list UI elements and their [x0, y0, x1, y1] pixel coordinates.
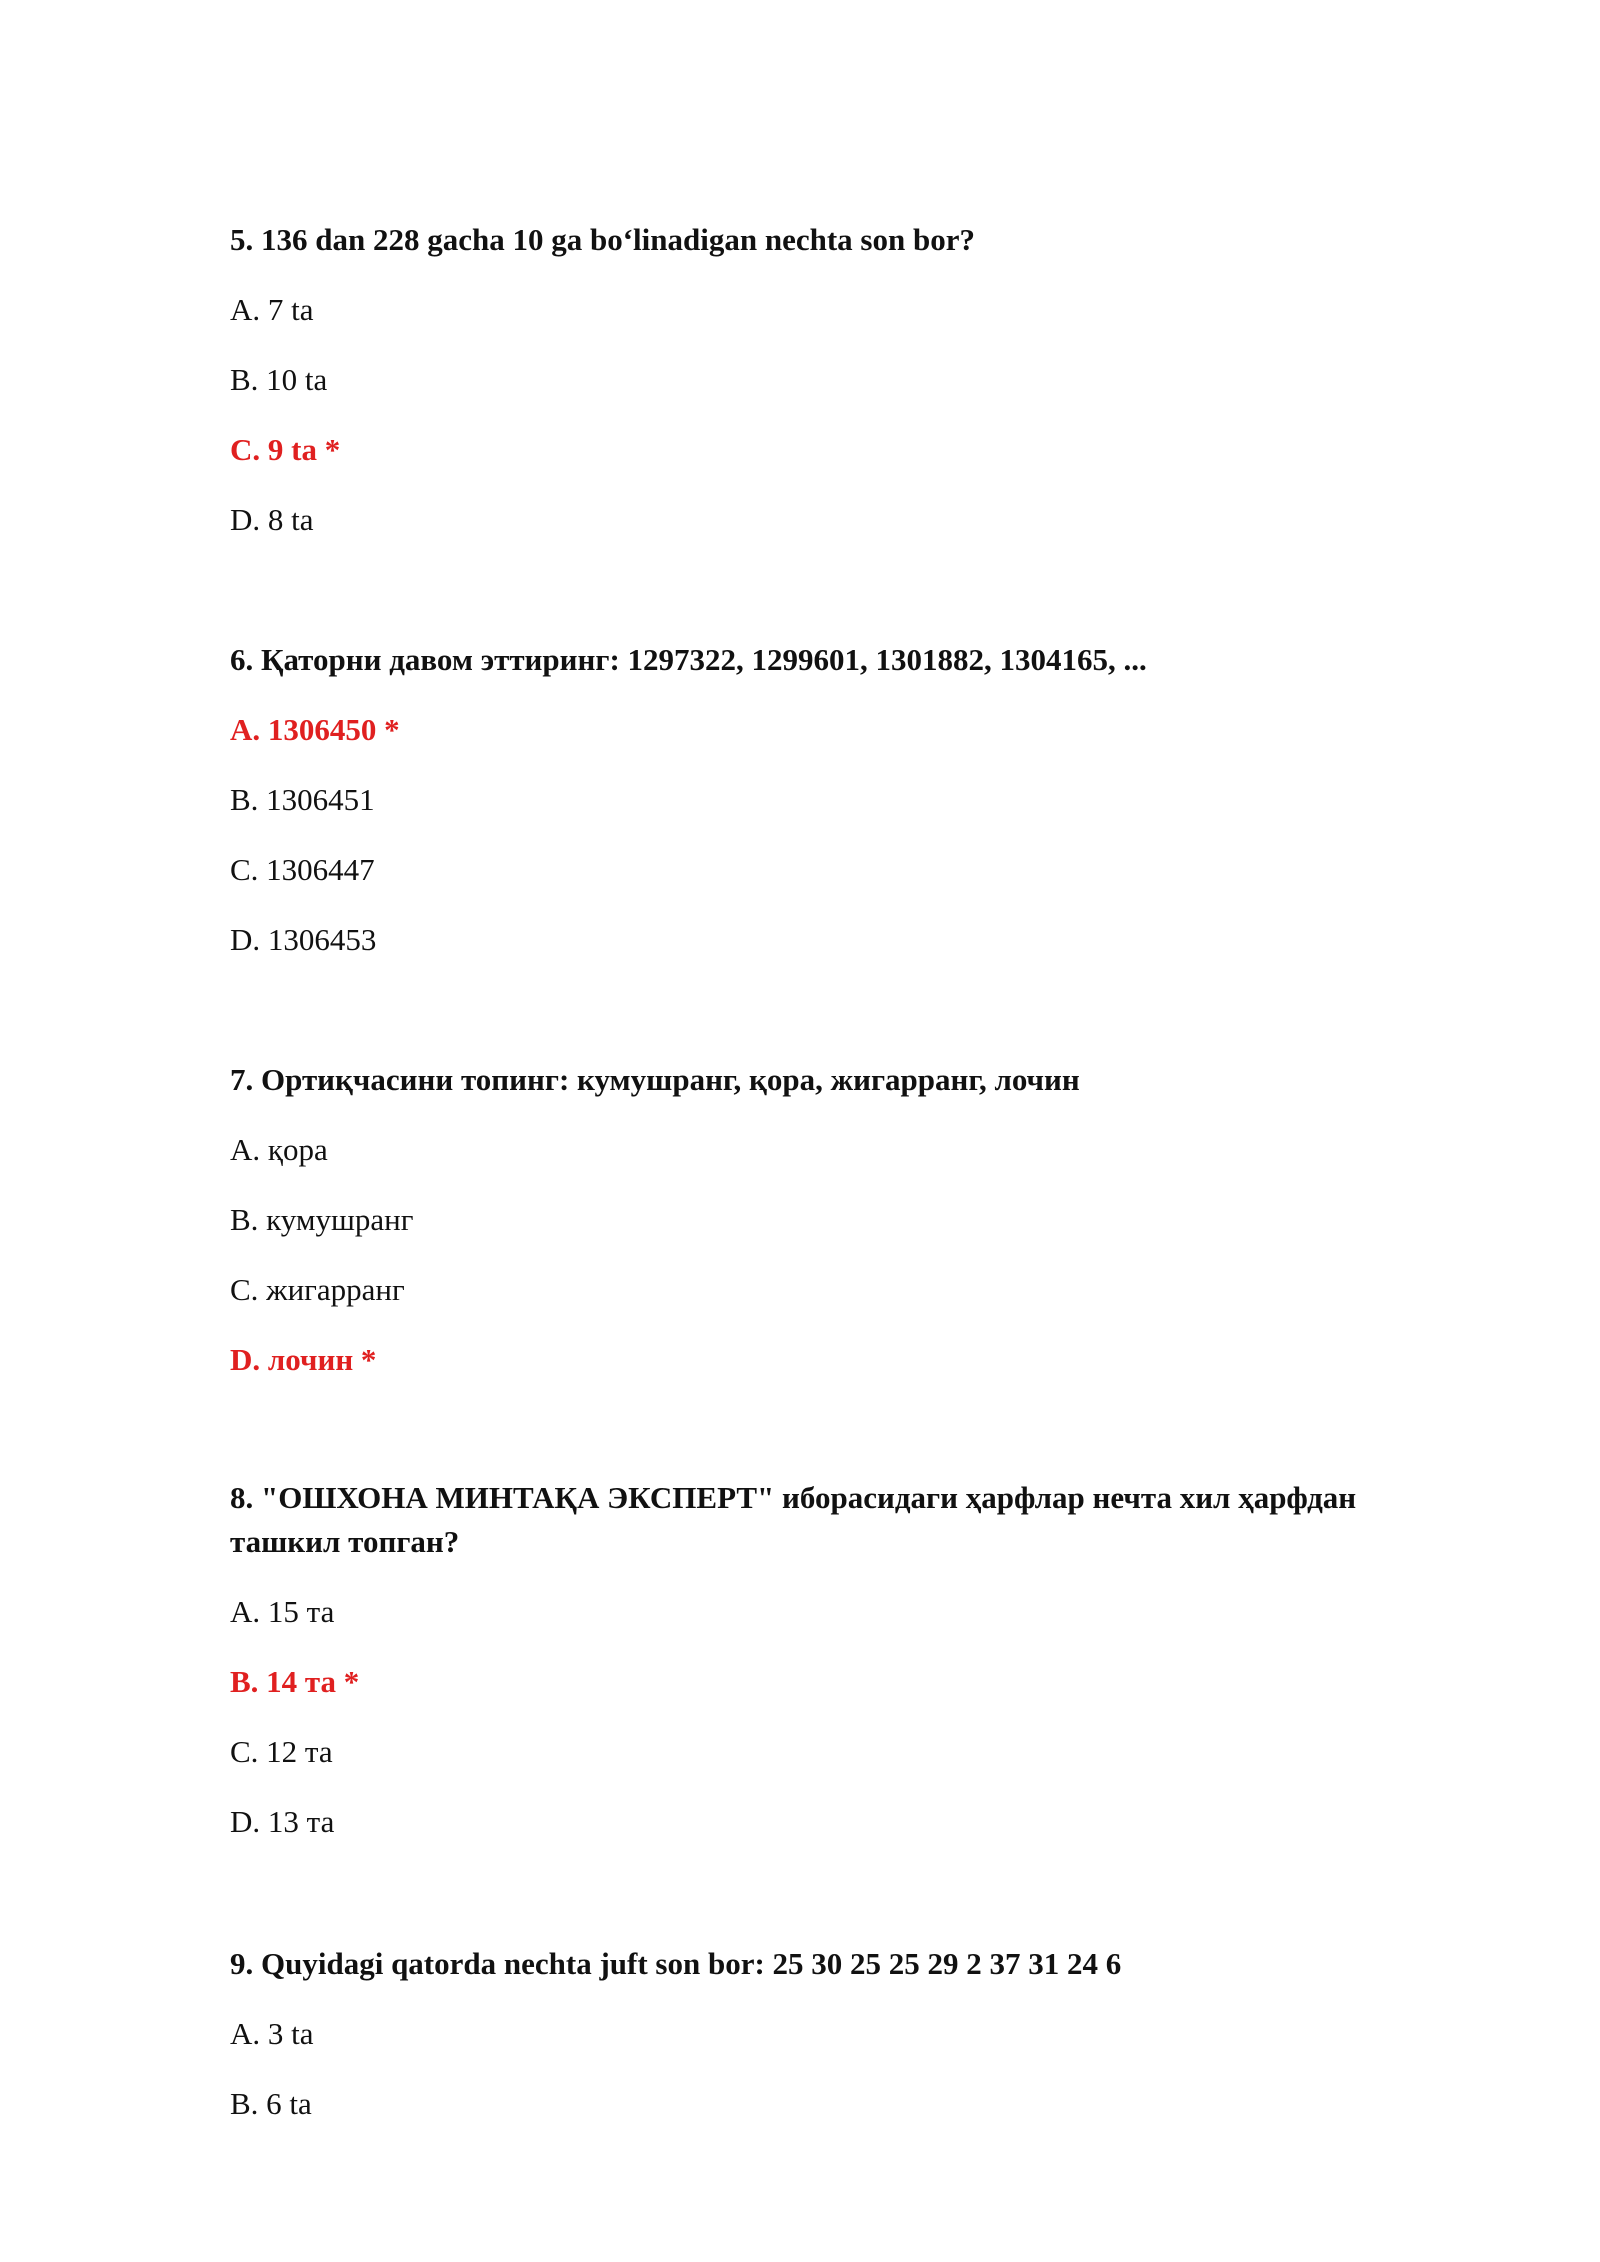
option-a-correct: A. 1306450 * — [230, 712, 400, 747]
option-b: B. 10 ta — [230, 362, 328, 397]
option-a: A. 7 ta — [230, 292, 314, 327]
option-b: B. 6 ta — [230, 2086, 312, 2121]
option-c: C. 1306447 — [230, 852, 375, 887]
option-b: B. кумушранг — [230, 1202, 414, 1237]
question-7 — [230, 1058, 1430, 1382]
question-text: 6. Қаторни давом эттиринг: 1297322, 1299601, 1301882, 1304165, ... — [230, 642, 1147, 677]
question-text: 8. "ОШХОНА МИНТАҚА ЭКСПЕРТ" иборасидаги ҳарфлар нечта хил ҳарфдан ташкил топган? — [230, 1480, 1357, 1559]
option-d: D. 8 ta — [230, 502, 314, 537]
option-c-correct: C. 9 ta * — [230, 432, 341, 467]
question-8 — [230, 1476, 1430, 1844]
question-text: 7. Ортиқчасини топинг: кумушранг, қора, жигарранг, лочин — [230, 1062, 1080, 1097]
option-b-correct: B. 14 та * — [230, 1664, 360, 1699]
question-text: 9. Quyidagi qatorda nechta juft son bor: 25 30 25 25 29 2 37 31 24 6 — [230, 1946, 1122, 1981]
option-d-correct: D. лочин * — [230, 1342, 377, 1377]
option-c: C. 12 та — [230, 1734, 333, 1769]
question-6 — [230, 638, 1430, 962]
option-a: A. 3 ta — [230, 2016, 314, 2051]
option-d: D. 13 та — [230, 1804, 335, 1839]
question-5 — [230, 218, 1430, 542]
option-c: C. жигарранг — [230, 1272, 405, 1307]
question-9 — [230, 1942, 1430, 2126]
option-b: B. 1306451 — [230, 782, 375, 817]
option-a: A. 15 та — [230, 1594, 335, 1629]
option-d: D. 1306453 — [230, 922, 377, 957]
option-a: A. қора — [230, 1132, 328, 1167]
question-text: 5. 136 dan 228 gacha 10 ga bo‘linadigan nechta son bor? — [230, 222, 975, 257]
